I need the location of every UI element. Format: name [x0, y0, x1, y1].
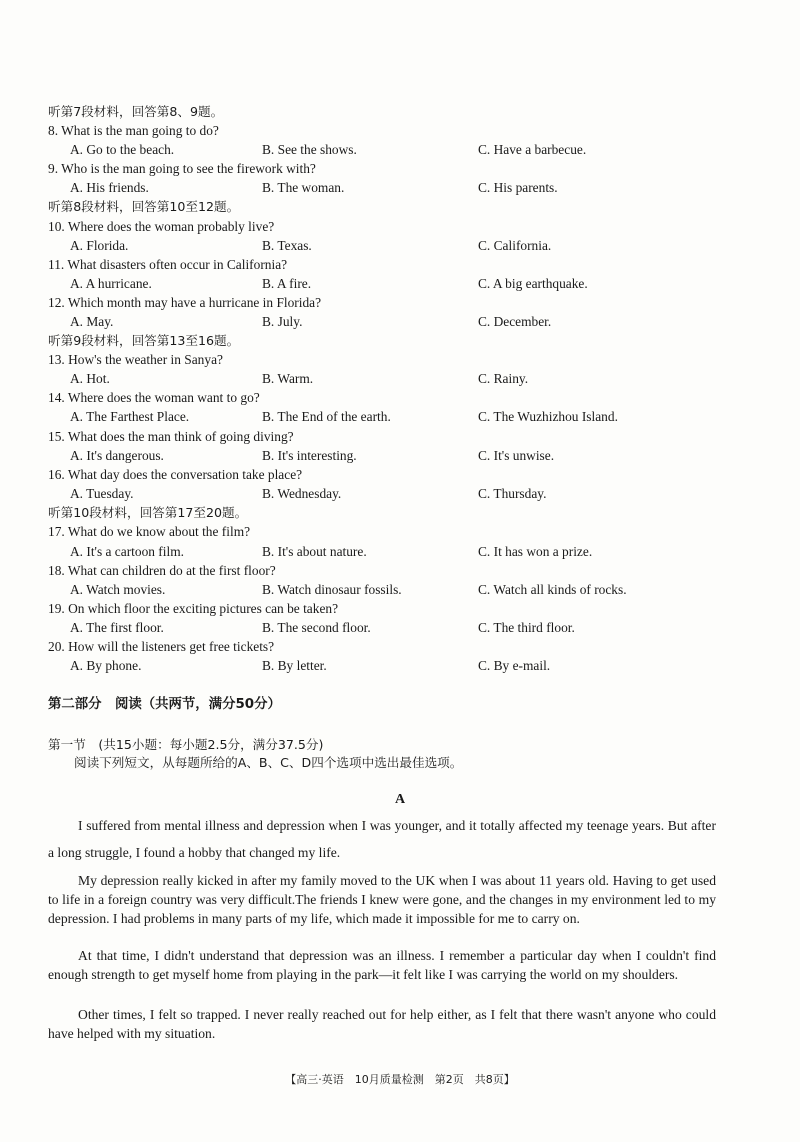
option-b: B. The second floor. [262, 620, 371, 635]
option-c: C. A big earthquake. [478, 276, 588, 291]
option-a: A. By phone. [70, 658, 142, 673]
question-stem: 16. What day does the conversation take place? [48, 467, 303, 482]
question-stem: 13. How's the weather in Sanya? [48, 352, 223, 367]
passage-paragraph: At that time, I didn't understand that depression was an illness. I remember a particular day when I couldn't find enough strength to get myself home from playing in the park—it felt like I was carrying the world on my shoulders. [48, 948, 716, 982]
section-instruction: 听第8段材料，回答第10至12题。 [48, 199, 240, 214]
option-b: B. Wednesday. [262, 486, 342, 501]
option-b: B. The End of the earth. [262, 409, 391, 424]
option-b: B. It's about nature. [262, 544, 367, 559]
option-b: B. Texas. [262, 238, 312, 253]
option-b: B. A fire. [262, 276, 312, 291]
option-c: C. Thursday. [478, 486, 547, 501]
option-c: C. It has won a prize. [478, 544, 593, 559]
option-a: A. Florida. [70, 238, 129, 253]
passage-paragraph: Other times, I felt so trapped. I never really reached out for help either, as I felt that there wasn't anyone who could have helped with my situation. [48, 1007, 716, 1041]
option-a: A. It's dangerous. [70, 448, 164, 463]
reading-instruction: 阅读下列短文，从每题所给的A、B、C、D四个选项中选出最佳选项。 [74, 755, 463, 770]
option-c: C. By e-mail. [478, 658, 551, 673]
option-c: C. California. [478, 238, 552, 253]
passage-paragraph: My depression really kicked in after my family moved to the UK when I was about 11 years old. Having to get used to life in a foreign country was very difficult.The friends I knew were gone, and the changes in my environment led to my depression. I had problems in many parts of my life, which made it impossible for me to carry on. [48, 873, 716, 926]
question-stem: 9. Who is the man going to see the firework with? [48, 161, 316, 176]
option-c: C. It's unwise. [478, 448, 555, 463]
question-stem: 17. What do we know about the film? [48, 524, 251, 539]
option-a: A. It's a cartoon film. [70, 544, 184, 559]
question-stem: 20. How will the listeners get free tickets? [48, 639, 275, 654]
option-a: A. A hurricane. [70, 276, 152, 291]
option-b: B. It's interesting. [262, 448, 357, 463]
section-instruction: 听第7段材料，回答第8、9题。 [48, 104, 224, 119]
question-stem: 11. What disasters often occur in California? [48, 257, 288, 272]
option-b: B. The woman. [262, 180, 345, 195]
page-footer: 【高三·英语 10月质量检测 第2页 共8页】 [285, 1073, 515, 1086]
option-c: C. Have a barbecue. [478, 142, 587, 157]
question-stem: 19. On which floor the exciting pictures can be taken? [48, 601, 339, 616]
option-b: B. By letter. [262, 658, 327, 673]
option-a: A. Go to the beach. [70, 142, 175, 157]
option-b: B. See the shows. [262, 142, 357, 157]
option-c: C. Watch all kinds of rocks. [478, 582, 627, 597]
option-b: B. Watch dinosaur fossils. [262, 582, 402, 597]
option-a: A. Hot. [70, 371, 110, 386]
passage-label: A [394, 792, 406, 807]
option-b: B. July. [262, 314, 303, 329]
option-a: A. The first floor. [70, 620, 164, 635]
option-a: A. His friends. [70, 180, 149, 195]
option-a: A. Watch movies. [70, 582, 166, 597]
option-c: C. The Wuzhizhou Island. [478, 409, 618, 424]
question-stem: 12. Which month may have a hurricane in Florida? [48, 295, 322, 310]
section-title: 第一节 (共15小题：每小题2.5分，满分37.5分) [48, 737, 324, 752]
question-stem: 14. Where does the woman want to go? [48, 390, 260, 405]
option-c: C. His parents. [478, 180, 558, 195]
section-instruction: 听第9段材料，回答第13至16题。 [48, 333, 240, 348]
option-c: C. Rainy. [478, 371, 529, 386]
part-title: 第二部分 阅读（共两节，满分50分） [48, 697, 281, 712]
section-instruction: 听第10段材料，回答第17至20题。 [48, 505, 248, 520]
question-stem: 8. What is the man going to do? [48, 123, 219, 138]
option-c: C. The third floor. [478, 620, 575, 635]
option-c: C. December. [478, 314, 552, 329]
question-stem: 18. What can children do at the first floor? [48, 563, 276, 578]
option-a: A. May. [70, 314, 114, 329]
option-a: A. The Farthest Place. [70, 409, 190, 424]
question-stem: 10. Where does the woman probably live? [48, 219, 275, 234]
option-b: B. Warm. [262, 371, 314, 386]
option-a: A. Tuesday. [70, 486, 134, 501]
question-stem: 15. What does the man think of going diving? [48, 429, 294, 444]
passage-paragraph: I suffered from mental illness and depression when I was younger, and it totally affected my teenage years. But after a long struggle, I found a hobby that changed my life. [48, 818, 716, 860]
